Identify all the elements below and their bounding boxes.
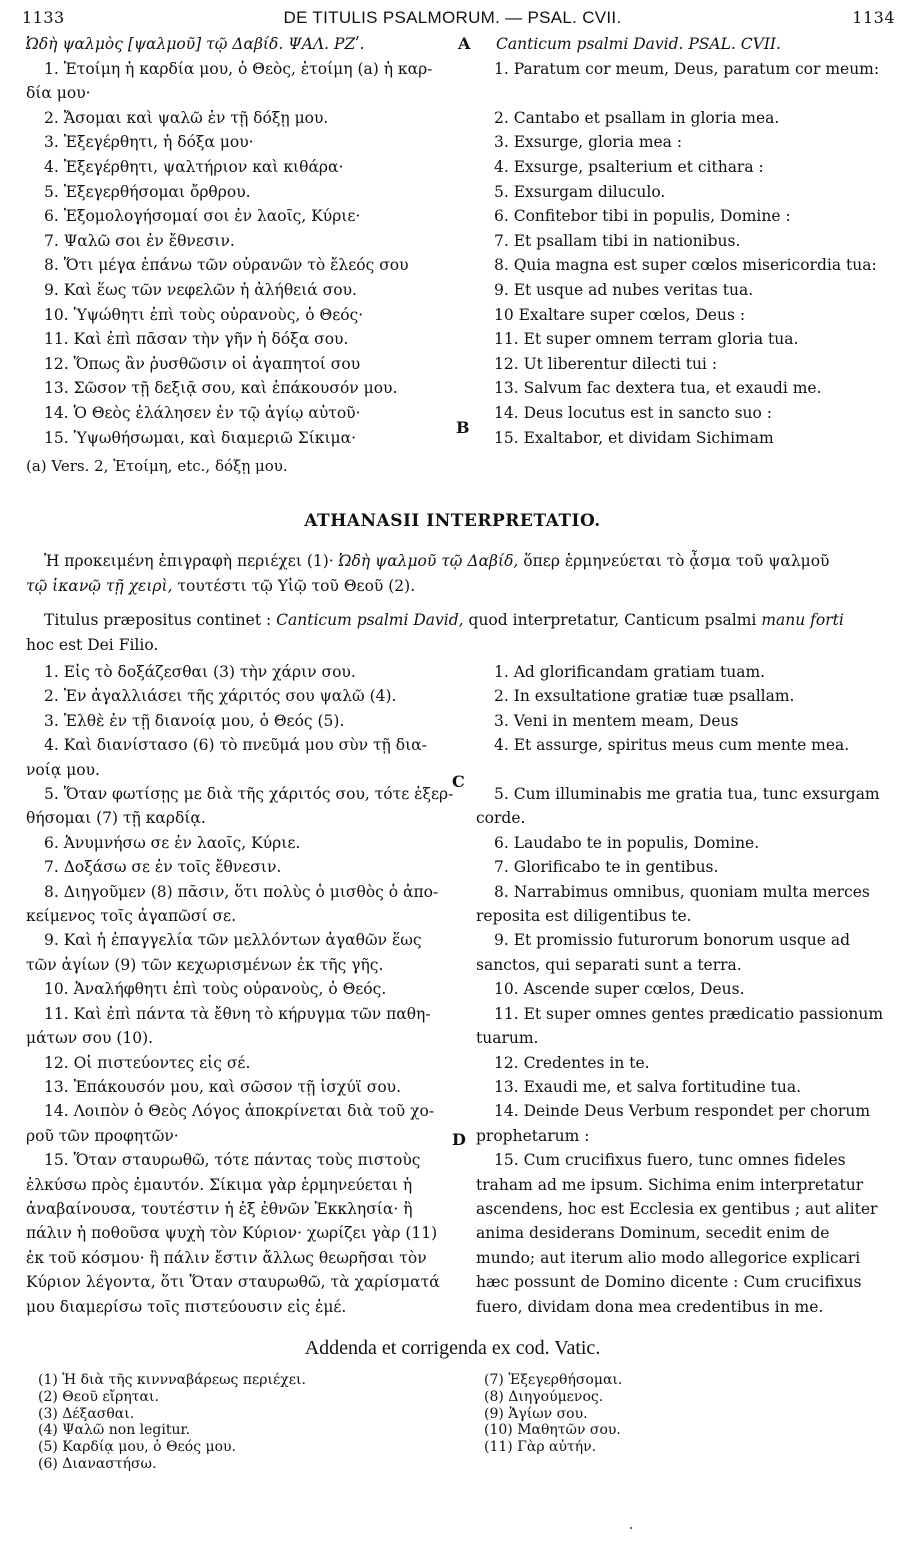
running-title: DE TITULIS PSALMORUM. — PSAL. CVII. (283, 8, 622, 27)
verse-line: 15. Ὑψωθήσωμαι, καὶ διαμεριῶ Σίκιμα· (44, 428, 357, 447)
intro-greek-text-3: τουτέστι τῷ Υἱῷ τοῦ Θεοῦ (2). (172, 577, 416, 595)
verse-line: 3. Ἐξεγέρθητι, ἡ δόξα μου· (44, 133, 254, 152)
interpretation-line: μου διαμερίσω τοῖς πιστεύουσιν εἰς ἐμέ. (26, 1297, 347, 1316)
verse-line: 15. Exaltabor, et dividam Sichimam (494, 428, 774, 447)
interpretation-line: 8. Narrabimus omnibus, quoniam multa merces (494, 882, 870, 901)
intro-latin-title: Canticum psalmi David, (276, 611, 464, 629)
verse-line: 5. Exsurgam diluculo. (494, 182, 666, 201)
verse-line: 9. Et usque ad nubes veritas tua. (494, 280, 754, 299)
interpretation-line: τῶν ἁγίων (9) τῶν κεχωρισμένων ἐκ τῆς γῆς. (26, 955, 384, 974)
psalm-greek-verses (26, 57, 458, 451)
verse-line: 11. Et super omnem terram gloria tua. (494, 330, 799, 349)
interpretation-line: 4. Καὶ διανίστασο (6) τὸ πνεῦμά μου σὺν τῇ δια- (44, 736, 427, 755)
interpretation-line: 2. Ἐν ἀγαλλιάσει τῆς χάριτός σου ψαλῶ (4). (44, 687, 397, 706)
verse-line: 2. Ἄσομαι καὶ ψαλῶ ἐν τῇ δόξῃ μου. (44, 108, 329, 127)
verse-line: 4. Exsurge, psalterium et cithara : (494, 157, 764, 176)
interpretation-line: ἀναβαίνουσα, τουτέστιν ἡ ἐξ ἐθνῶν Ἐκκλησία· ἢ (26, 1199, 413, 1218)
interpretation-line: traham ad me ipsum. Sichima enim interpretatur (476, 1175, 864, 1194)
addenda-note: (7) Ἐξεγερθήσομαι. (484, 1372, 623, 1388)
interpretation-line: πάλιν ἡ ποθοῦσα ψυχὴ τὸν Κύριον· χωρίζει γὰρ (11) (26, 1224, 438, 1243)
psalm-greek-footnote: (a) Vers. 2, Ἑτοίμη, etc., δόξῃ μου. (26, 457, 288, 476)
addenda-note: (4) Ψαλῶ non legitur. (38, 1422, 191, 1439)
interpretation-line: ascendens, hoc est Ecclesia ex gentibus ; aut aliter (476, 1199, 878, 1218)
verse-line: 9. Καὶ ἕως τῶν νεφελῶν ἡ ἀλήθειά σου. (44, 280, 357, 299)
interpretation-line: tuarum. (476, 1029, 539, 1048)
interpretation-line: 7. Glorificabo te in gentibus. (494, 858, 719, 877)
interpretation-line: 11. Καὶ ἐπὶ πάντα τὰ ἔθνη τὸ κήρυγμα τῶν παθη- (44, 1004, 431, 1023)
intro-latin-text-2: quod interpretatur, Canticum psalmi (463, 611, 762, 629)
interpretation-line: ἑλκύσω πρὸς ἐμαυτόν. Σίκιμα γὰρ ἑρμηνεύεται ἡ (26, 1175, 413, 1194)
verse-line: 11. Καὶ ἐπὶ πᾶσαν τὴν γῆν ἡ δόξα σου. (44, 330, 349, 349)
verse-line: 1. Ἑτοίμη ἡ καρδία μου, ὁ Θεὸς, ἑτοίμη (a) ἡ καρ- (44, 59, 433, 78)
interpretation-line: 14. Deinde Deus Verbum respondet per chorum (494, 1102, 871, 1121)
addenda-note: (10) Μαθητῶν σου. (484, 1422, 621, 1439)
interpretation-line: κείμενος τοῖς ἀγαπῶσί σε. (26, 907, 236, 926)
margin-letter-c: C (452, 772, 465, 791)
verse-line: 7. Et psallam tibi in nationibus. (494, 231, 741, 250)
verse-line: 5. Ἐξεγερθήσομαι ὄρθρου. (44, 182, 251, 201)
interpretation-line: 11. Et super omnes gentes prædicatio passionum (494, 1004, 884, 1023)
addenda-note: (5) Καρδίᾳ μου, ὁ Θεός μου. (38, 1439, 237, 1456)
psalm-greek-column (26, 32, 458, 479)
interpretation-line: μάτων σου (10). (26, 1029, 154, 1048)
interpretation-line: 1. Εἰς τὸ δοξάζεσθαι (3) τὴν χάριν σου. (44, 663, 356, 681)
verse-line: 14. Ὁ Θεὸς ἐλάλησεν ἐν τῷ ἁγίῳ αὐτοῦ· (44, 403, 361, 422)
interpretation-line: Κύριον λέγοντα, ὅτι Ὅταν σταυρωθῶ, τὰ χαρίσματά (26, 1273, 440, 1292)
interpretation-line: ροῦ τῶν προφητῶν· (26, 1126, 179, 1145)
interpretation-line: 10. Ἀναλήφθητι ἐπὶ τοὺς οὐρανοὺς, ὁ Θεός. (44, 980, 387, 999)
intro-latin (26, 608, 892, 658)
interpretation-line: 14. Λοιπὸν ὁ Θεὸς Λόγος ἀποκρίνεται διὰ τοῦ χο- (44, 1102, 435, 1121)
verse-line: 10 Exaltare super cœlos, Deus : (494, 305, 746, 324)
interpretation-line: corde. (476, 809, 526, 828)
addenda-note: (9) Ἁγίων σου. (484, 1405, 588, 1422)
verse-line: 13. Σῶσον τῇ δεξιᾷ σου, καὶ ἐπάκουσόν μου. (44, 379, 398, 398)
interpretation-line: 5. Ὅταν φωτίσῃς με διὰ τῆς χάριτός σου, τότε ἐξερ- (44, 785, 454, 804)
interpretation-line: mundo; aut iterum alio modo allegorice explicari (476, 1248, 861, 1267)
intro-greek (26, 549, 892, 599)
verse-line: 3. Exsurge, gloria mea : (494, 133, 683, 152)
interpretation-line: hæc possunt de Domino dicente : Cum crucifixus (476, 1273, 862, 1292)
interpretation-line: 6. Ἀνυμνήσω σε ἐν λαοῖς, Κύριε. (44, 833, 301, 852)
verse-line: 8. Ὅτι μέγα ἐπάνω τῶν οὐρανῶν τὸ ἔλεός σου (44, 256, 409, 275)
section-title: ATHANASII INTERPRETATIO. (304, 511, 601, 531)
verse-line: 8. Quia magna est super cœlos misericordia tua: (494, 256, 877, 275)
interpretation-line: 3. Ἐλθὲ ἐν τῇ διανοίᾳ μου, ὁ Θεός (5). (44, 711, 345, 730)
intro-latin-text-3: hoc est Dei Filio. (26, 636, 159, 654)
addenda-note: (2) Θεοῦ εἴρηται. (38, 1388, 159, 1405)
addenda-note: (6) Διαναστήσω. (38, 1455, 157, 1472)
addenda-left-list (38, 1372, 306, 1473)
interpretation-line: sanctos, qui separati sunt a terra. (476, 955, 742, 974)
interpretation-line: 8. Διηγοῦμεν (8) πᾶσιν, ὅτι πολὺς ὁ μισθὸς ὁ ἀπο- (44, 882, 439, 901)
interpretation-greek-column (26, 660, 458, 1319)
verse-line: 7. Ψαλῶ σοι ἐν ἔθνεσιν. (44, 231, 235, 250)
interpretation-line: reposita est diligentibus te. (476, 907, 692, 926)
psalm-latin-column (476, 32, 900, 450)
psalm-greek-title: Ὠδὴ ψαλμὸς [ψαλμοῦ] τῷ Δαβίδ. ΨΑΛ. ΡΖʹ. (26, 35, 365, 53)
interpretation-line: 1. Ad glorificandam gratiam tuam. (494, 663, 766, 681)
addenda-title: Addenda et corrigenda ex cod. Vatic. (304, 1337, 601, 1359)
addenda-note: (11) Γὰρ αὐτήν. (484, 1439, 597, 1456)
interpretation-line: 2. In exsultatione gratiæ tuæ psallam. (494, 687, 795, 706)
interpretation-line: 7. Δοξάσω σε ἐν τοῖς ἔθνεσιν. (44, 858, 282, 877)
verse-line: 13. Salvum fac dextera tua, et exaudi me. (494, 379, 822, 398)
intro-greek-phrase: τῷ ἱκανῷ τῇ χειρὶ, (26, 577, 173, 595)
verse-line: δία μου· (26, 84, 91, 103)
margin-letter-a: A (458, 34, 471, 53)
verse-line: 14. Deus locutus est in sancto suo : (494, 403, 773, 422)
addenda-right-list (484, 1372, 622, 1456)
interpretation-line: 4. Et assurge, spiritus meus cum mente mea. (494, 736, 850, 755)
interpretation-line: 9. Et promissio futurorum bonorum usque ad (494, 931, 851, 950)
addenda-note: (1) Ἡ διὰ τῆς κιννναβάρεως περιέχει. (38, 1372, 306, 1388)
interpretation-line: 5. Cum illuminabis me gratia tua, tunc exsurgam (494, 785, 880, 804)
margin-letter-b: B (456, 418, 470, 437)
verse-line: 1. Paratum cor meum, Deus, paratum cor meum: (494, 59, 880, 78)
verse-line: 10. Ὑψώθητι ἐπὶ τοὺς οὐρανοὺς, ὁ Θεός· (44, 305, 364, 324)
psalm-latin-verses (476, 57, 900, 451)
verse-line: 4. Ἐξεγέρθητι, ψαλτήριον καὶ κιθάρα· (44, 157, 344, 176)
interpretation-line: 12. Οἱ πιστεύοντες εἰς σέ. (44, 1053, 251, 1072)
interpretation-line: anima desiderans Dominum, secedit enim de (476, 1224, 830, 1243)
right-page-number: 1134 (852, 8, 895, 27)
interpretation-line: 9. Καὶ ἡ ἐπαγγελία τῶν μελλόντων ἀγαθῶν ἕως (44, 931, 422, 950)
interpretation-line: 3. Veni in mentem meam, Deus (494, 711, 739, 730)
verse-line: 2. Cantabo et psallam in gloria mea. (494, 108, 780, 127)
verse-line: 12. Ὅπως ἂν ῥυσθῶσιν οἱ ἀγαπητοί σου (44, 354, 361, 373)
intro-latin-text-1: Titulus præpositus continet : (44, 611, 277, 629)
addenda-note: (8) Διηγούμενος. (484, 1388, 604, 1405)
interpretation-line: fuero, dividam dona mea credentibus in me. (476, 1297, 824, 1316)
interpretation-line: ἐκ τοῦ κόσμου· ἢ πάλιν ἔστιν ἄλλως θεωρῆσαι τὸν (26, 1248, 427, 1267)
interpretation-line: νοίᾳ μου. (26, 760, 100, 779)
interpretation-line: 6. Laudabo te in populis, Domine. (494, 833, 760, 852)
psalm-latin-title: Canticum psalmi David. PSAL. CVII. (496, 35, 781, 53)
interpretation-line: 15. Ὅταν σταυρωθῶ, τότε πάντας τοὺς πιστοὺς (44, 1151, 421, 1170)
interpretation-line: θήσομαι (7) τῇ καρδίᾳ. (26, 809, 206, 828)
interpretation-line: 13. Exaudi me, et salva fortitudine tua. (494, 1077, 802, 1096)
addenda-note: (3) Δέξασθαι. (38, 1405, 135, 1422)
verse-line: 6. Confitebor tibi in populis, Domine : (494, 207, 791, 226)
interpretation-line: 10. Ascende super cœlos, Deus. (494, 980, 745, 999)
interpretation-line: 13. Ἐπάκουσόν μου, καὶ σῶσον τῇ ἰσχύϊ σου. (44, 1077, 402, 1096)
verse-line: 12. Ut liberentur dilecti tui : (494, 354, 718, 373)
interpretation-line: 12. Credentes in te. (494, 1053, 650, 1072)
interpretation-line: 15. Cum crucifixus fuero, tunc omnes fideles (494, 1151, 846, 1170)
page-speck (630, 1527, 632, 1529)
intro-greek-text-2: ὅπερ ἑρμηνεύεται τὸ ᾆσμα τοῦ ψαλμοῦ (518, 552, 830, 570)
intro-greek-text-1: Ἡ προκειμένη ἐπιγραφὴ περιέχει (1)· (44, 552, 339, 570)
intro-greek-title: Ὠδὴ ψαλμοῦ τῷ Δαβίδ, (338, 552, 519, 570)
intro-latin-phrase: manu forti (761, 611, 844, 629)
interpretation-latin-column (476, 660, 900, 1319)
interpretation-line: prophetarum : (476, 1126, 590, 1145)
left-page-number: 1133 (22, 8, 65, 27)
margin-letter-d: D (452, 1130, 466, 1149)
verse-line: 6. Ἐξομολογήσομαί σοι ἐν λαοῖς, Κύριε· (44, 207, 361, 226)
interpretation-line (476, 758, 900, 782)
